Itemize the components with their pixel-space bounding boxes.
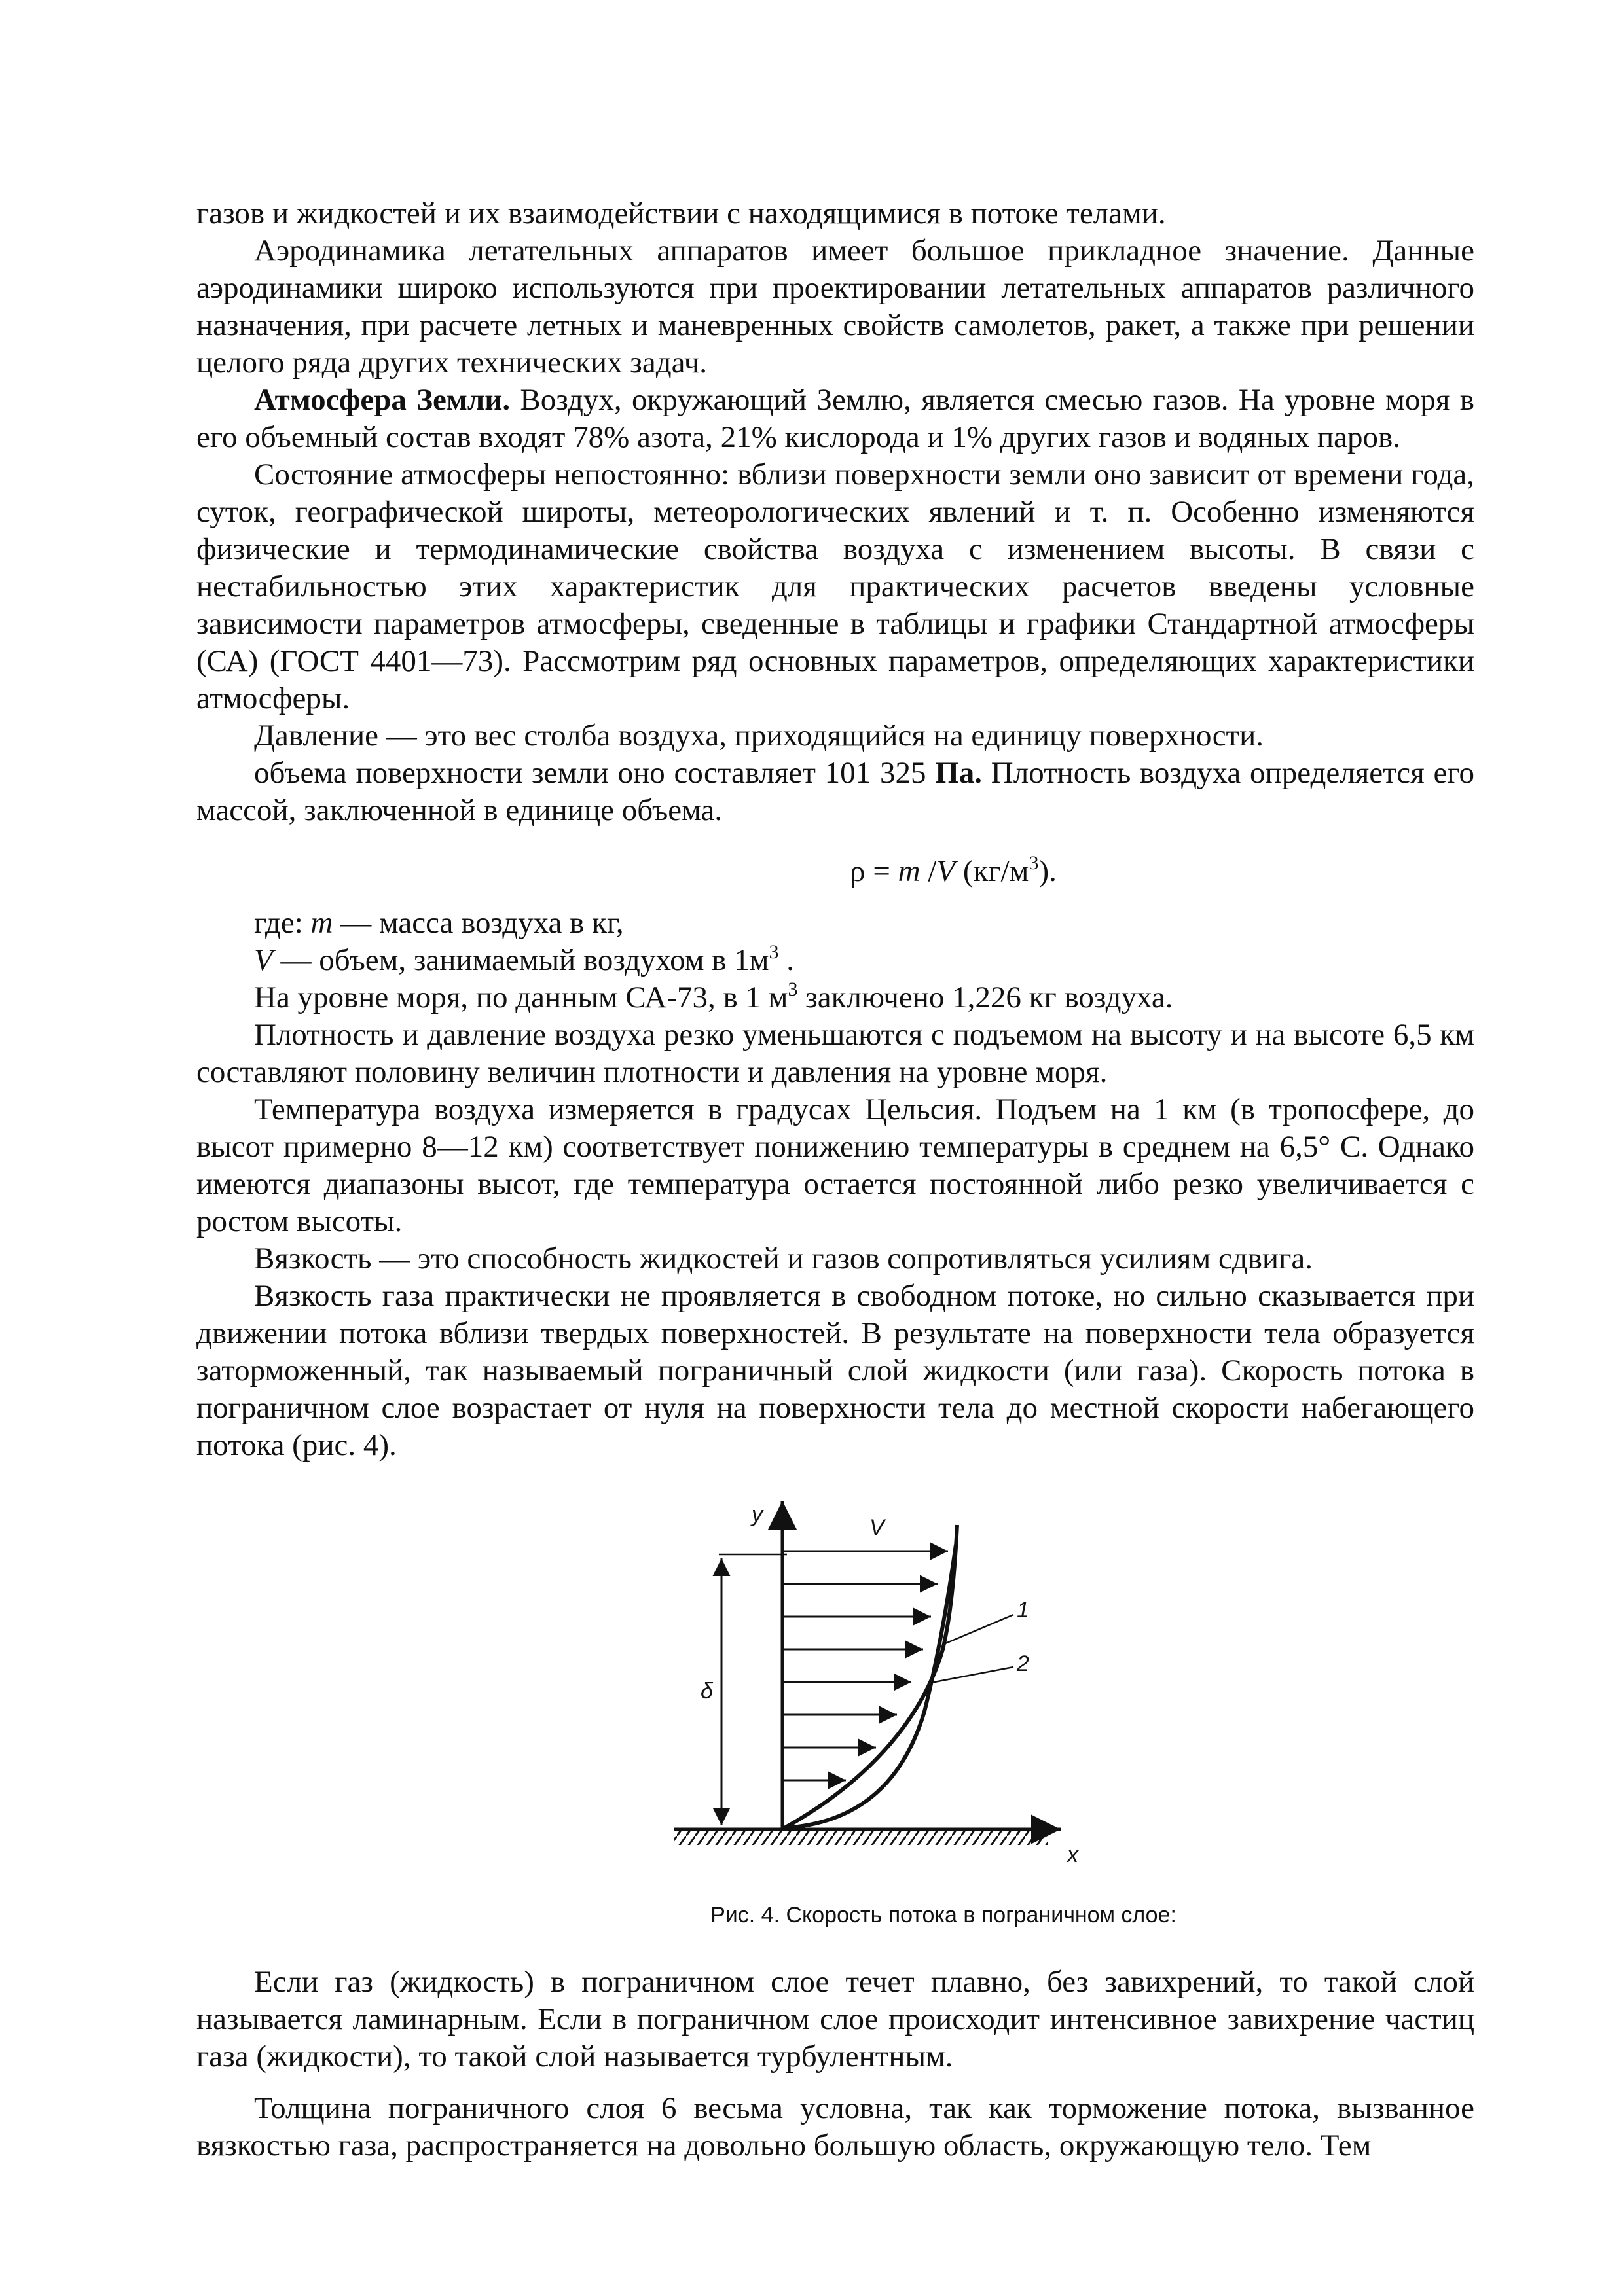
paragraph-density bbox=[196, 755, 1474, 829]
text-block-bottom bbox=[196, 1964, 1474, 2164]
formula-part: / bbox=[920, 854, 937, 888]
formula-part: (кг/м bbox=[955, 854, 1029, 888]
formula-part: ρ = bbox=[850, 854, 898, 888]
where-text: — объем, занимаемый воздухом в 1м bbox=[272, 943, 769, 977]
label-x: x bbox=[1067, 1842, 1078, 1867]
sea-level-text: заключено 1,226 кг воздуха. bbox=[797, 980, 1173, 1014]
figure-caption: Рис. 4. Скорость потока в пограничном слое: bbox=[710, 1903, 1176, 1928]
paragraph-viscosity: Вязкость газа практически не проявляется в свободном потоке, но сильно сказывается при движении потока вблизи твердых поверхностей. В результате на поверхности тела образуется заторможенный, так называемый пограничный слой жидкости (или газа). Скорость потока в пограничном слое возрастает от нуля на поверхности тела до местной скорости набегающего потока (рис. 4). bbox=[196, 1279, 1474, 1462]
paragraph-continuation: газов и жидкостей и их взаимодействии с находящимися в потоке телами. bbox=[196, 196, 1166, 230]
where-v: V bbox=[254, 943, 273, 977]
pa-unit: Па. bbox=[935, 756, 983, 790]
paragraph-state: Состояние атмосферы непостоянно: вблизи поверхности земли оно зависит от времени года, суток, географической широты, метеорологических явлений и т. п. Особенно изменяются физические и термодинамические свойства воздуха с изменением высоты. В связи с нестабильностью этих характеристик для практических расчетов введены условные зависимости параметров атмосферы, сведенные в таблицы и графики Стандартной атмосферы (СА) (ГОСТ 4401—73). Рассмотрим ряд основных параметров, определяющих характеристики атмосферы. bbox=[196, 457, 1474, 715]
heading-atmosphere: Атмосфера Земли. bbox=[254, 383, 511, 417]
label-curve-2: 2 bbox=[1017, 1651, 1029, 1676]
where-m: m bbox=[310, 906, 333, 940]
label-delta: δ bbox=[701, 1679, 713, 1704]
formula-v: V bbox=[936, 854, 956, 888]
where-text: — масса воздуха в кг, bbox=[333, 906, 624, 940]
boundary-layer-figure bbox=[668, 1496, 1126, 1882]
paragraph-atmosphere bbox=[196, 382, 1474, 456]
where-mass bbox=[196, 905, 1474, 942]
ground-hatch bbox=[674, 1831, 1048, 1845]
paragraph-atmosphere-text: Воздух, окружающий Землю, является смесью газов. На уровне моря в его объемный состав входят 78% азота, 21% кислорода и 1% других газов и водяных паров. bbox=[196, 383, 1474, 454]
label-curve-1: 1 bbox=[1017, 1598, 1029, 1623]
where-sup: 3 bbox=[769, 941, 779, 963]
velocity-profile-2 bbox=[784, 1545, 956, 1828]
sea-level-text: На уровне моря, по данным СА-73, в 1 м bbox=[254, 980, 788, 1014]
where-text: . bbox=[778, 943, 794, 977]
paragraph-density-altitude: Плотность и давление воздуха резко уменьшаются с подъемом на высоту и на высоте 6,5 км составляют половину величин плотности и давления на уровне моря. bbox=[196, 1018, 1474, 1089]
paragraph-sea-level bbox=[196, 979, 1474, 1016]
density-text-b: Плотность воздуха определяется его массой, заключенной в единице объема. bbox=[196, 756, 1474, 827]
density-text-a: объема поверхности земли оно составляет 101 325 bbox=[254, 756, 936, 790]
leader-line-1 bbox=[945, 1615, 1013, 1643]
text-block-top bbox=[196, 195, 1474, 1464]
paragraph-laminar: Если газ (жидкость) в пограничном слое течет плавно, без завихрений, то такой слой называется ламинарным. Если в пограничном слое происходит интенсивное завихрение частиц газа (жидкости), то такой слой называется турбулентным. bbox=[196, 1965, 1474, 2073]
boundary-layer-diagram bbox=[668, 1496, 1126, 1882]
formula-sup: 3 bbox=[1029, 852, 1039, 874]
paragraph-temperature: Температура воздуха измеряется в градусах Цельсия. Подъем на 1 км (в тропосфере, до высот примерно 8—12 км) соответствует понижению температуры в среднем на 6,5° С. Однако имеются диапазоны высот, где температура остается постоянной либо резко увеличивается с ростом высоты. bbox=[196, 1092, 1474, 1238]
formula-part: ). bbox=[1038, 854, 1057, 888]
formula-m: m bbox=[898, 854, 921, 888]
where-volume bbox=[196, 942, 1474, 979]
where-text: где: bbox=[254, 906, 311, 940]
leader-line-2 bbox=[931, 1667, 1013, 1683]
label-y: y bbox=[752, 1502, 763, 1527]
paragraph-viscosity-def: Вязкость — это способность жидкостей и газов сопротивляться усилиям сдвига. bbox=[254, 1242, 1313, 1276]
paragraph-aerodynamics: Аэродинамика летательных аппаратов имеет большое прикладное значение. Данные аэродинамики широко используются при проектировании летательных аппаратов различного назначения, при расчете летных и маневренных свойств самолетов, ракет, а также при решении целого ряда других технических задач. bbox=[196, 234, 1474, 380]
paragraph-pressure: Давление — это вес столба воздуха, приходящийся на единицу поверхности. bbox=[254, 719, 1264, 753]
paragraph-thickness: Толщина пограничного слоя 6 весьма условна, так как торможение потока, вызванное вязкостью газа, распространяется на довольно большую область, окружающую тело. Тем bbox=[196, 2091, 1474, 2162]
sea-level-sup: 3 bbox=[788, 978, 798, 1000]
density-formula bbox=[196, 853, 1474, 890]
label-v: V bbox=[869, 1515, 884, 1540]
